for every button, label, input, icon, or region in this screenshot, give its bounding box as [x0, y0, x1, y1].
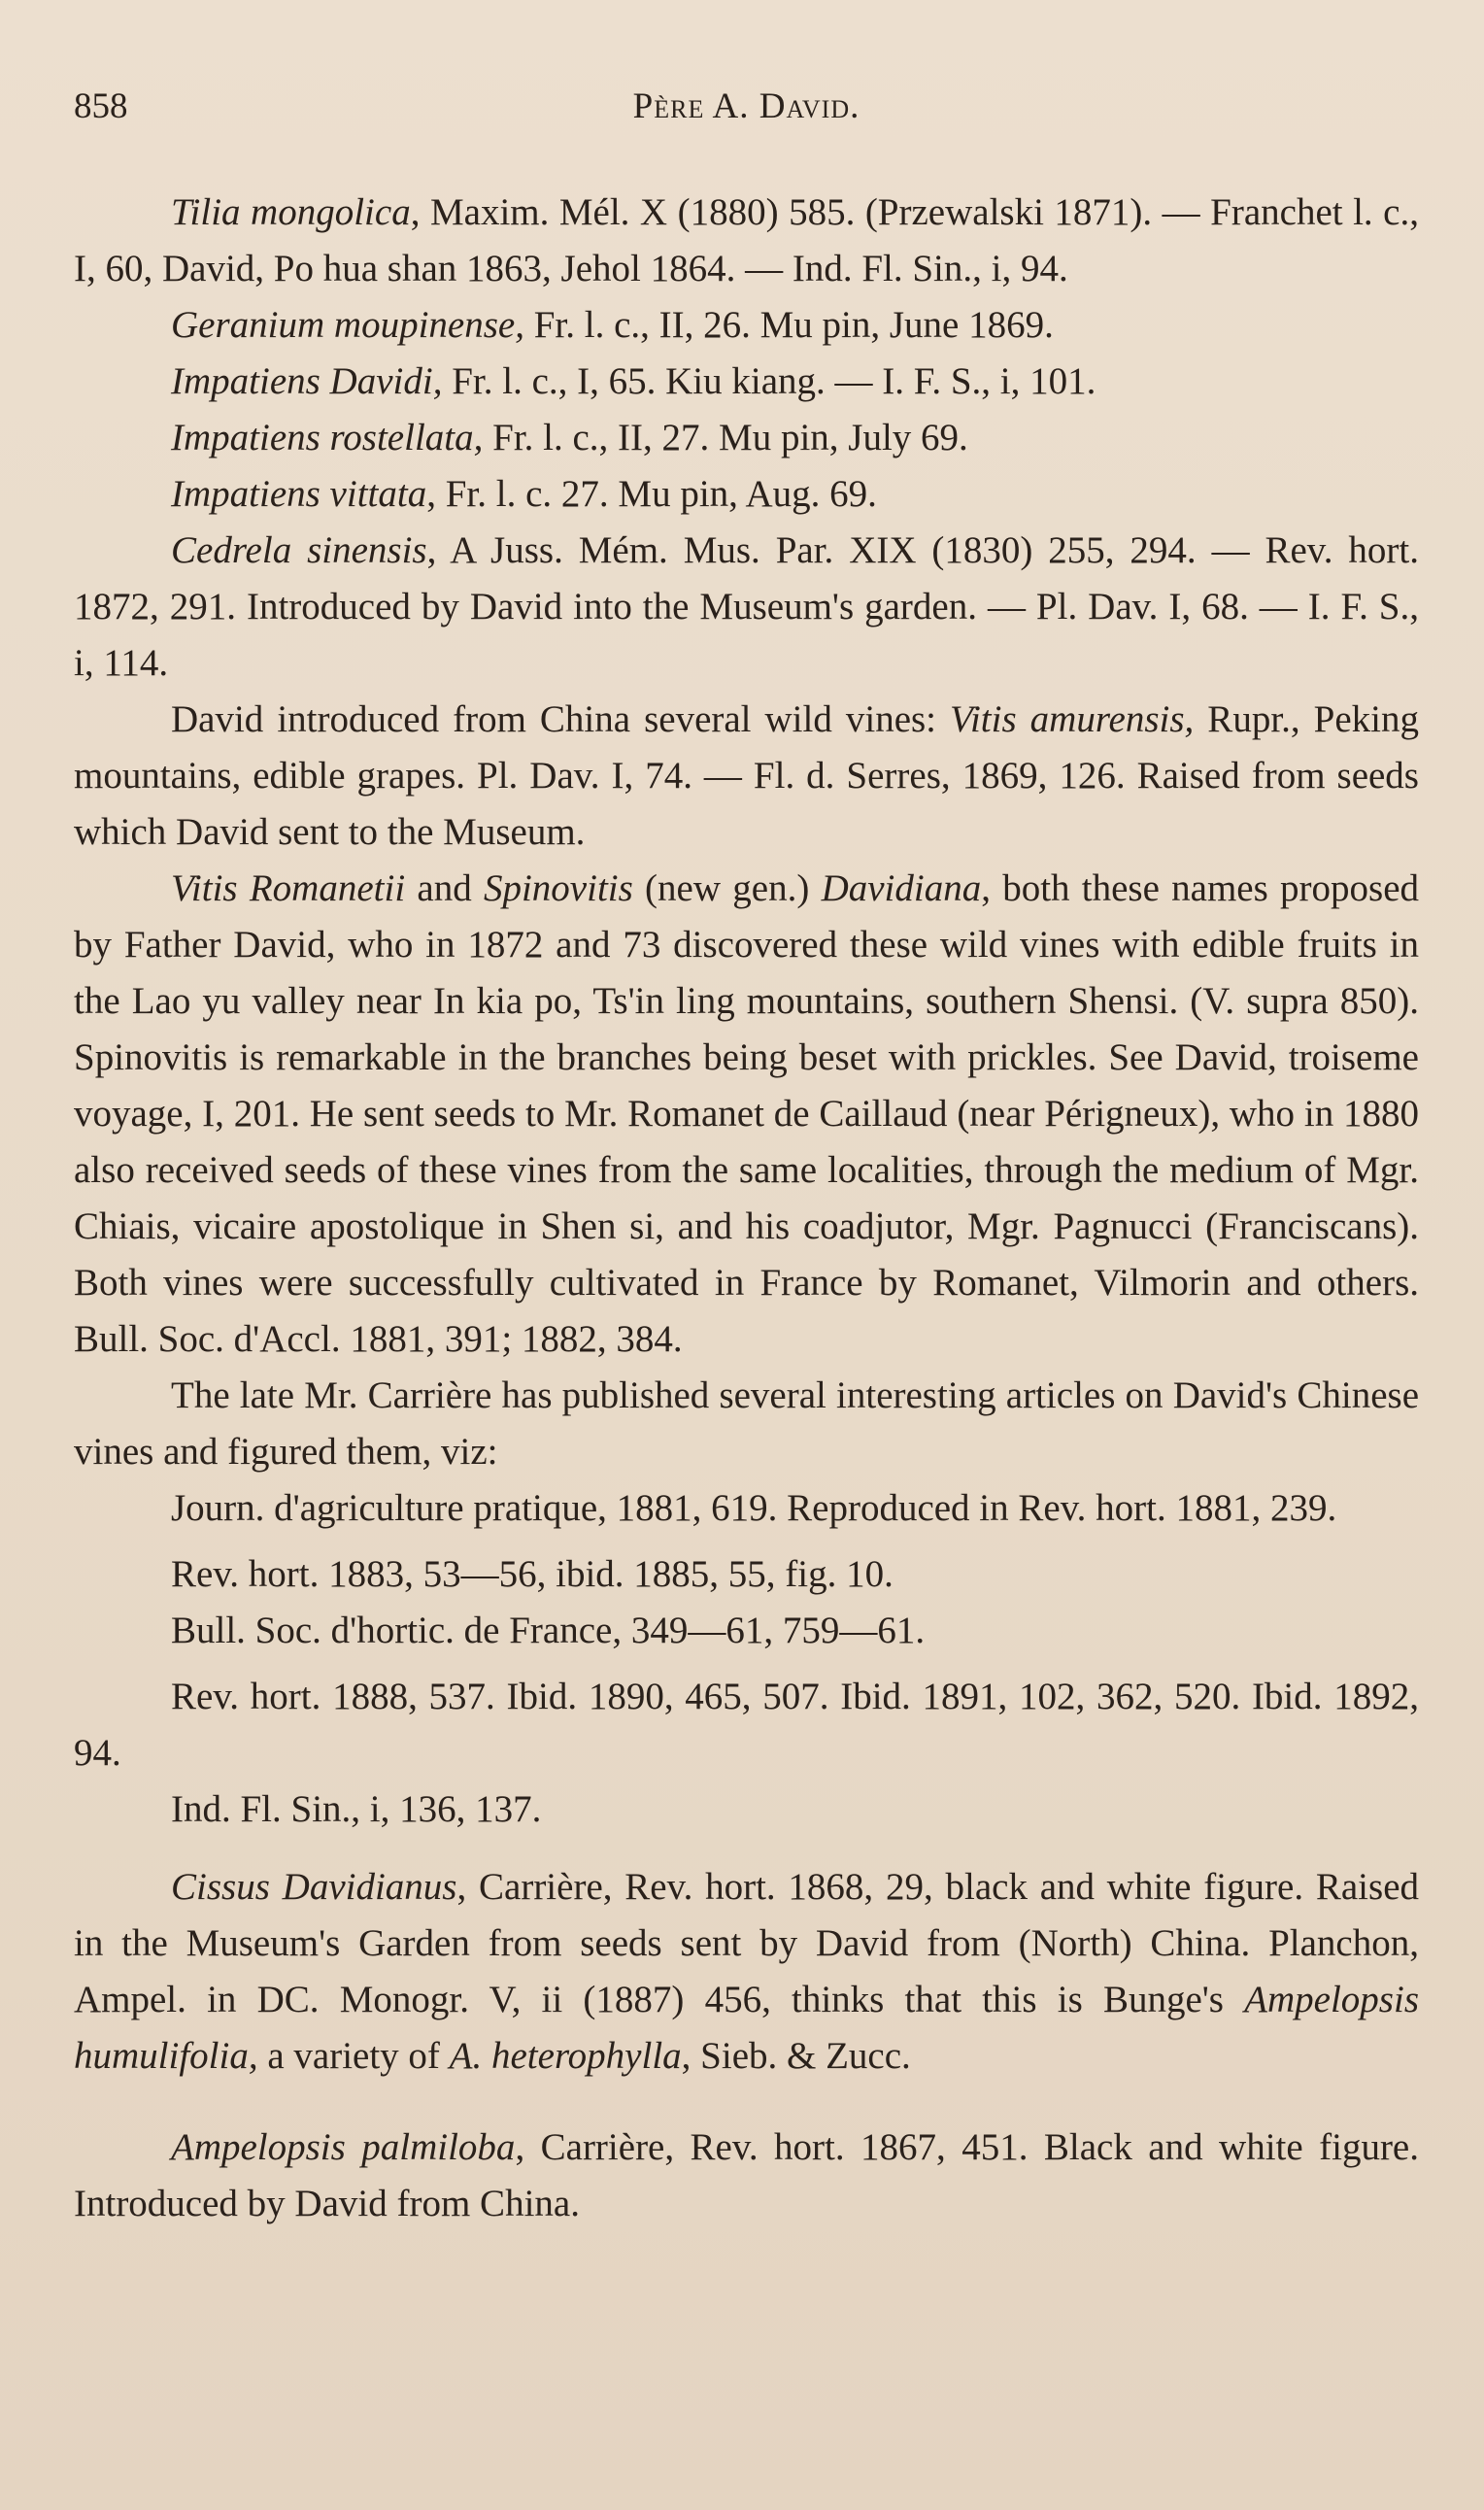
- citation-text: Fr. l. c., II, 27. Mu pin, July 69.: [483, 417, 968, 458]
- species-name: Vitis amurensis,: [950, 698, 1195, 740]
- entry-impatiens-davidi: [74, 354, 1419, 410]
- text-run: David introduced from China several wild vines:: [171, 698, 951, 740]
- page-header: [74, 85, 1419, 134]
- body-text: [74, 185, 1419, 2232]
- citation-text: Fr. l. c., I, 65. Kiu kiang. — I. F. S., i, 101.: [442, 360, 1096, 402]
- running-title: Père A. David.: [632, 86, 860, 126]
- paragraph-carriere-intro: The late Mr. Carrière has published several interesting articles on David's Chinese vines and figured them, viz:: [74, 1374, 1419, 1473]
- reference-journ-agriculture: Journ. d'agriculture pratique, 1881, 619. Reproduced in Rev. hort. 1881, 239.: [171, 1487, 1337, 1529]
- citation-text: Fr. l. c., II, 26. Mu pin, June 1869.: [523, 304, 1054, 346]
- species-name: Davidiana: [821, 867, 982, 909]
- species-name: Cissus Davidianus: [171, 1866, 457, 1908]
- species-name: A. heterophylla: [449, 2035, 682, 2077]
- citation-text: , A Juss. Mém. Mus. Par. XIX (1830) 255, 294. — Rev. hort. 1872, 291. Introduced by David into the Museum's garden. — Pl. Dav. I, 68. — I. F. S., i, 114.: [74, 529, 1420, 684]
- text-run: a variety of: [257, 2035, 450, 2077]
- reference-bull-soc-hortic: Bull. Soc. d'hortic. de France, 349—61, 759—61.: [171, 1610, 926, 1651]
- species-name: Impatiens Davidi,: [171, 360, 443, 402]
- species-name: Tilia mongolica: [171, 191, 411, 233]
- paragraph-ampelopsis-palmiloba: [74, 2120, 1419, 2232]
- entry-tilia-mongolica: [74, 185, 1419, 297]
- species-name: Geranium moupinense,: [171, 304, 524, 346]
- text-run: , Carrière, Rev. hort. 1867, 451. Black and white figure. Introduced by David from China.: [74, 2126, 1419, 2224]
- entry-geranium-moupinense: [74, 297, 1419, 354]
- text-run: and: [405, 867, 484, 909]
- text-run: , Sieb. & Zucc.: [681, 2035, 911, 2077]
- citation-text: , Maxim. Mél. X (1880) 585. (Przewalski 1871). — Franchet l. c., I, 60, David, Po hua shan 1863, Jehol 1864. — Ind. Fl. Sin., i, 94.: [74, 191, 1419, 289]
- species-name: Impatiens rostellata,: [171, 417, 484, 458]
- entry-impatiens-vittata: [74, 466, 1419, 523]
- paragraph-vitis-romanetii: [74, 861, 1419, 1368]
- genus-name: Spinovitis: [483, 867, 633, 909]
- reference-ind-fl-sin: Ind. Fl. Sin., i, 136, 137.: [171, 1788, 542, 1830]
- species-name: Ampelopsis humulifolia,: [74, 1979, 1419, 2077]
- text-run: , both these names proposed by Father David, who in 1872 and 73 discovered these wild vines with edible fruits in the Lao yu valley near In kia po, Ts'in ling mountains, southern Shensi. (V. supra 850). Spinovitis is remarkable in the branches being beset with prickles. See David, troiseme voyage, I, 201. He sent seeds to Mr. Romanet de Caillaud (near Périgneux), who in 1880 also received seeds of these vines from the same localities, through the medium of Mgr. Chiais, vicaire apostolique in Shen si, and his coadjutor, Mgr. Pagnucci (Franciscans). Both vines were successfully cultivated in France by Romanet, Vilmorin and others. Bull. Soc. d'Accl. 1881, 391; 1882, 384.: [74, 867, 1420, 1360]
- reference-rev-hort-1888: Rev. hort. 1888, 537. Ibid. 1890, 465, 507. Ibid. 1891, 102, 362, 520. Ibid. 1892, 94.: [74, 1676, 1419, 1774]
- species-name: Vitis Romanetii: [171, 867, 406, 909]
- citation-text: , Fr. l. c. 27. Mu pin, Aug. 69.: [426, 473, 877, 515]
- reference-rev-hort-1883: Rev. hort. 1883, 53—56, ibid. 1885, 55, fig. 10.: [171, 1553, 894, 1595]
- page-number: 858: [74, 86, 128, 126]
- text-run: (new gen.): [632, 867, 822, 909]
- species-name: Impatiens vittata: [171, 473, 427, 515]
- text-run: , Carrière, Rev. hort. 1868, 29, black and white figure. Raised in the Museum's Garden from seeds sent by David from (North) China. Planchon, Ampel. in DC. Monogr. V, ii (1887) 456, thinks that this is Bunge's: [74, 1866, 1420, 2020]
- paragraph-cissus-davidianus: [74, 1859, 1419, 2085]
- species-name: Cedrela sinensis: [171, 529, 427, 571]
- entry-cedrela-sinensis: [74, 523, 1419, 692]
- entry-impatiens-rostellata: [74, 410, 1419, 466]
- paragraph-wild-vines: [74, 692, 1419, 861]
- text-run: Rupr., Peking mountains, edible grapes. Pl. Dav. I, 74. — Fl. d. Serres, 1869, 126. Raised from seeds which David sent to the Museum.: [74, 698, 1419, 853]
- species-name: Ampelopsis palmiloba: [171, 2126, 516, 2168]
